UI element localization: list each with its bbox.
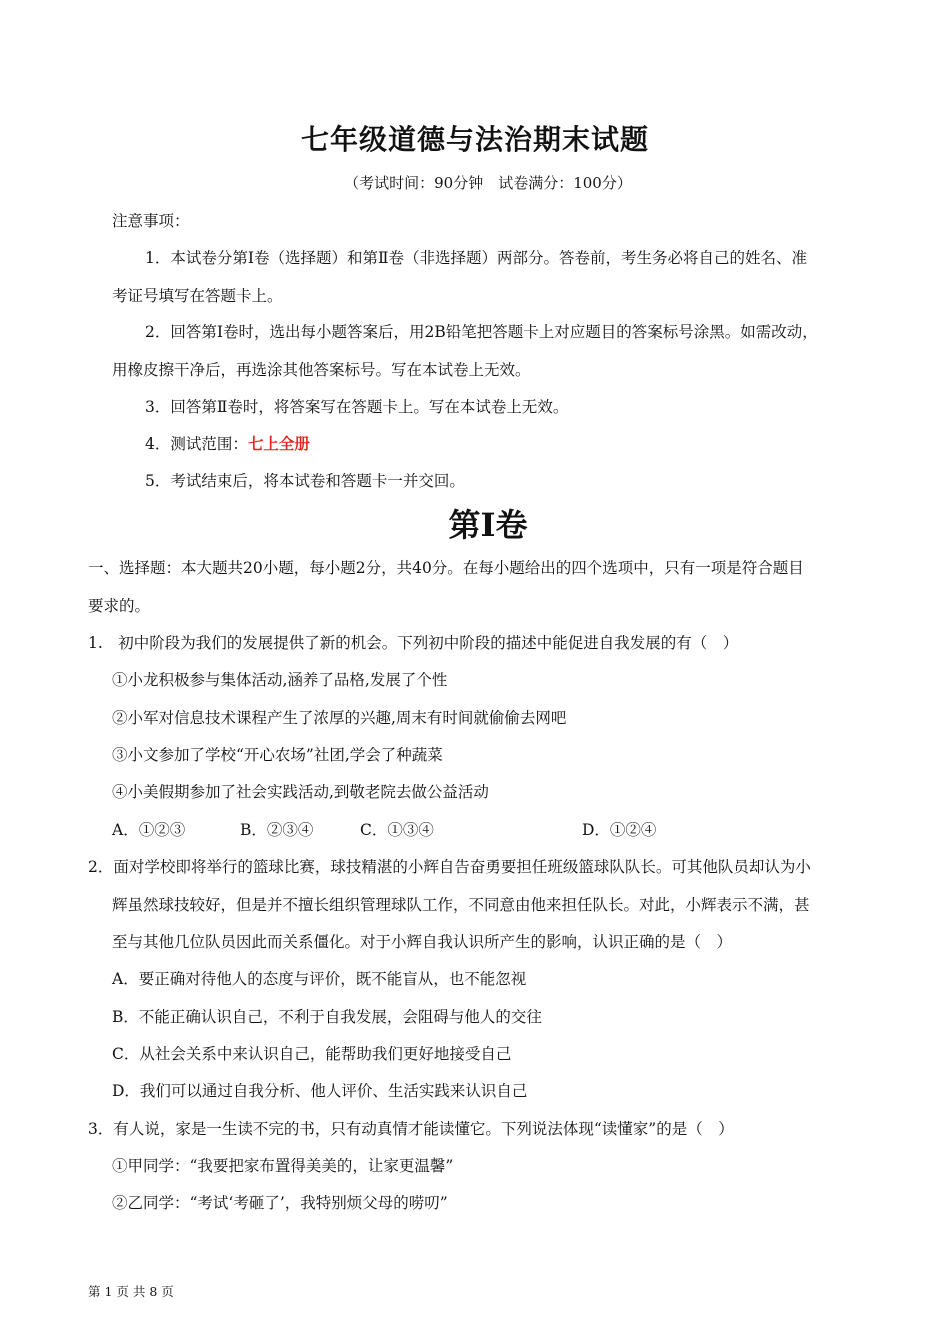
notice-item-4-label: 4．测试范围： — [145, 435, 248, 453]
question-1-statement-2: ②小军对信息技术课程产生了浓厚的兴趣,周末有时间就偷偷去网吧 — [112, 709, 567, 727]
question-1-statement-3: ③小文参加了学校“开心农场”社团,学会了种蔬菜 — [112, 746, 443, 764]
question-3-statement-1: ①甲同学：“我要把家布置得美美的，让家更温馨” — [112, 1157, 454, 1175]
question-2-option-b: B．不能正确认识自己，不利于自我发展，会阻碍与他人的交往 — [112, 1008, 542, 1026]
question-2-stem-line-2: 辉虽然球技较好，但是并不擅长组织管理球队工作，不同意由他来担任队长。对此，小辉表示不满，甚 — [112, 896, 810, 914]
test-scope-value: 七上全册 — [247, 435, 310, 453]
notice-item-1-line-2: 考证号填写在答题卡上。 — [112, 287, 283, 305]
page-footer: 第 1 页 共 8 页 — [88, 1284, 174, 1299]
notice-item-1-line-1: 1．本试卷分第Ⅰ卷（选择题）和第Ⅱ卷（非选择题）两部分。答卷前，考生务必将自己的姓名、准 — [145, 249, 808, 267]
question-3-stem: 3．有人说，家是一生读不完的书，只有动真情才能读懂它。下列说法体现“读懂家”的是（ ） — [88, 1120, 734, 1138]
question-2-option-a: A．要正确对待他人的态度与评价，既不能盲从，也不能忽视 — [112, 970, 527, 988]
question-1-option-c: C．①③④ — [360, 821, 434, 839]
notice-item-4 — [145, 434, 310, 454]
section-title: 第Ⅰ卷 — [448, 506, 528, 544]
section-instruction-line-2: 要求的。 — [88, 597, 151, 615]
notice-heading: 注意事项： — [112, 212, 190, 230]
question-2-option-d: D．我们可以通过自我分析、他人评价、生活实践来认识自己 — [112, 1082, 528, 1100]
question-1-stem: 1. 初中阶段为我们的发展提供了新的机会。下列初中阶段的描述中能促进自我发展的有（ ） — [88, 634, 739, 652]
question-1-statement-4: ④小美假期参加了社会实践活动,到敬老院去做公益活动 — [112, 783, 489, 801]
question-2-stem-line-3: 至与其他几位队员因此而关系僵化。对于小辉自我认识所产生的影响，认识正确的是（ ） — [112, 933, 733, 951]
question-2-stem-line-1: 2．面对学校即将举行的篮球比赛，球技精湛的小辉自告奋勇要担任班级篮球队队长。可其他队员却认为小 — [88, 858, 811, 876]
question-1-statement-1: ①小龙积极参与集体活动,涵养了品格,发展了个性 — [112, 671, 448, 689]
question-1-option-d: D．①②④ — [582, 821, 657, 839]
question-1-option-b: B．②③④ — [240, 821, 314, 839]
notice-item-2-line-1: 2．回答第Ⅰ卷时，选出每小题答案后，用2B铅笔把答题卡上对应题目的答案标号涂黑。如需改动， — [145, 323, 818, 341]
question-1-option-a: A．①②③ — [112, 821, 186, 839]
section-instruction-line-1: 一、选择题：本大题共20小题，每小题2分，共40分。在每小题给出的四个选项中，只有一项是符合题目 — [88, 559, 804, 577]
question-3-statement-2: ②乙同学：“考试‘考砸了’，我特别烦父母的唠叨” — [112, 1194, 448, 1212]
notice-item-5: 5．考试结束后，将本试卷和答题卡一并交回。 — [145, 472, 465, 490]
notice-item-2-line-2: 用橡皮擦干净后，再选涂其他答案标号。写在本试卷上无效。 — [112, 361, 531, 379]
notice-item-3: 3．回答第Ⅱ卷时，将答案写在答题卡上。写在本试卷上无效。 — [145, 398, 569, 416]
question-2-option-c: C．从社会关系中来认识自己，能帮助我们更好地接受自己 — [112, 1045, 512, 1063]
exam-subtitle: （考试时间：90分钟 试卷满分：100分） — [344, 174, 632, 192]
page-title: 七年级道德与法治期末试题 — [300, 123, 649, 156]
